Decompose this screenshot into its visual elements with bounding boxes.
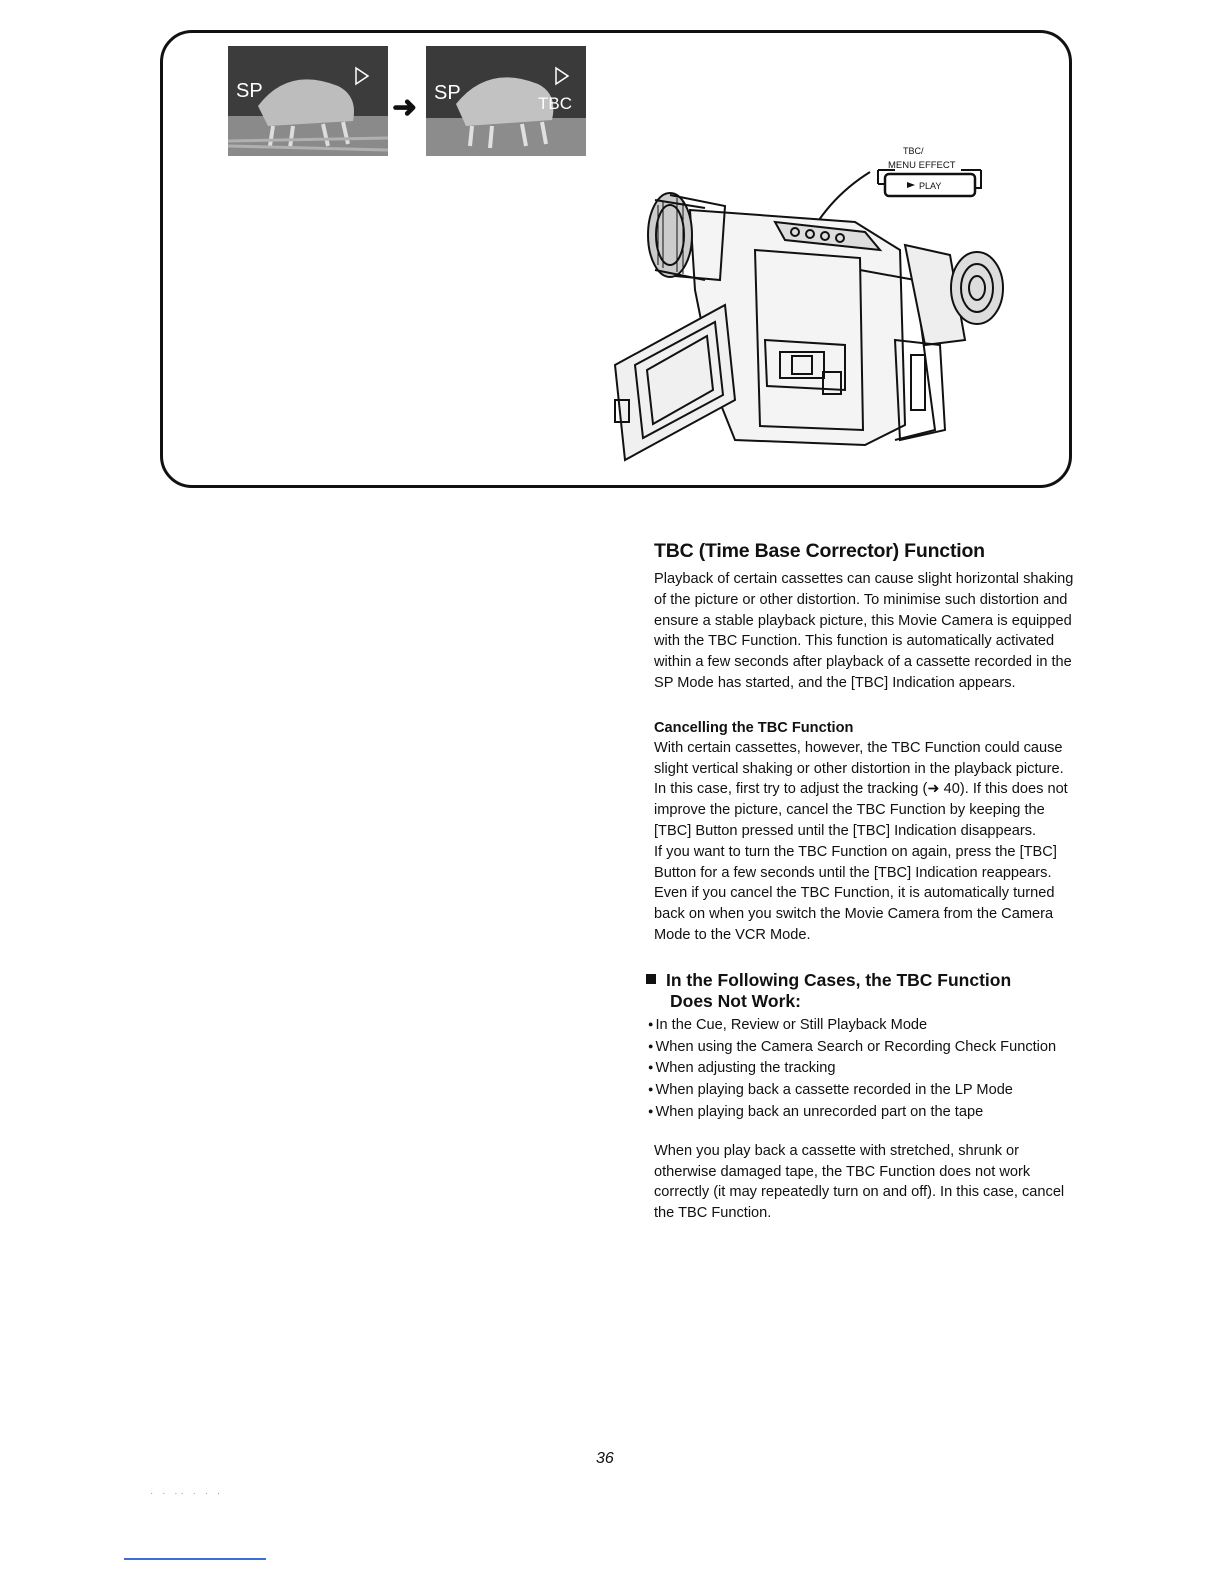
list-item: ● When using the Camera Search or Recording Check Function <box>646 1036 1076 1058</box>
list-item: ● When playing back a cassette recorded in the LP Mode <box>646 1079 1076 1101</box>
intro-paragraph: Playback of certain cassettes can cause slight horizontal shaking of the picture or other distortion. To minimise such distortion and ensure a stable playback picture, this Movie Camera is equipped with the TBC Function. This function is automatically activated within a few seconds after playback of a cassette recorded in the SP Mode has started, and the [TBC] Indication appears. <box>654 571 1074 691</box>
cancel-paragraph-3: If you want to turn the TBC Function on again, press the [TBC] Button for a few seconds until the [TBC] Indication reappears. <box>654 843 1057 881</box>
camera-button-label-mid: MENU EFFECT <box>888 160 956 171</box>
cancel-paragraph-4: Even if you cancel the TBC Function, it is automatically turned back on when you switch the Movie Camera from the Camera Mode to the VCR Mode. <box>654 885 1055 943</box>
footer-line <box>124 1558 266 1560</box>
cancel-heading: Cancelling the TBC Function <box>654 719 854 736</box>
cases-list <box>646 1014 1076 1123</box>
cases-heading-line-1: In the Following Cases, the TBC Function <box>666 969 1012 990</box>
tbc-indicator: TBC <box>538 94 572 113</box>
camera-button-label-bottom: PLAY <box>919 181 942 191</box>
list-item: ● When adjusting the tracking <box>646 1057 1076 1079</box>
list-item: ● When playing back an unrecorded part on the tape <box>646 1101 1076 1123</box>
cases-heading-line-2: Does Not Work: <box>670 990 801 1011</box>
playback-thumbnail-before <box>228 46 388 156</box>
right-arrow-icon: ➜ <box>392 91 418 124</box>
cases-heading <box>646 970 1076 1012</box>
section-title: TBC (Time Base Corrector) Function <box>654 540 985 562</box>
sp-indicator: SP <box>434 82 461 104</box>
page-number: 36 <box>596 1450 614 1467</box>
camcorder-drawing <box>595 140 1025 470</box>
cancel-paragraph-2: In this case, first try to adjust the tracking (➜ 40). If this does not improve the picture, cancel the TBC Function by keeping the [TBC] Button pressed until the [TBC] Indication disappears. <box>654 781 1068 839</box>
playback-thumbnail-after <box>426 46 586 156</box>
tbc-section <box>646 540 1076 1224</box>
sp-indicator: SP <box>236 80 263 102</box>
closing-paragraph: When you play back a cassette with stretched, shrunk or otherwise damaged tape, the TBC Function does not work correctly (it may repeatedly turn on and off). In this case, cancel the TBC Function. <box>654 1142 1065 1222</box>
camera-button-label-top: TBC/ <box>903 146 924 156</box>
cancel-paragraph-1: With certain cassettes, however, the TBC Function could cause slight vertical shaking or other distortion in the playback picture. <box>654 739 1064 777</box>
camcorder-illustration <box>595 140 1025 470</box>
list-item: ● In the Cue, Review or Still Playback Mode <box>646 1014 1076 1036</box>
square-bullet-icon <box>646 974 656 984</box>
scan-artifact: · · ·· · · · <box>150 1488 224 1499</box>
